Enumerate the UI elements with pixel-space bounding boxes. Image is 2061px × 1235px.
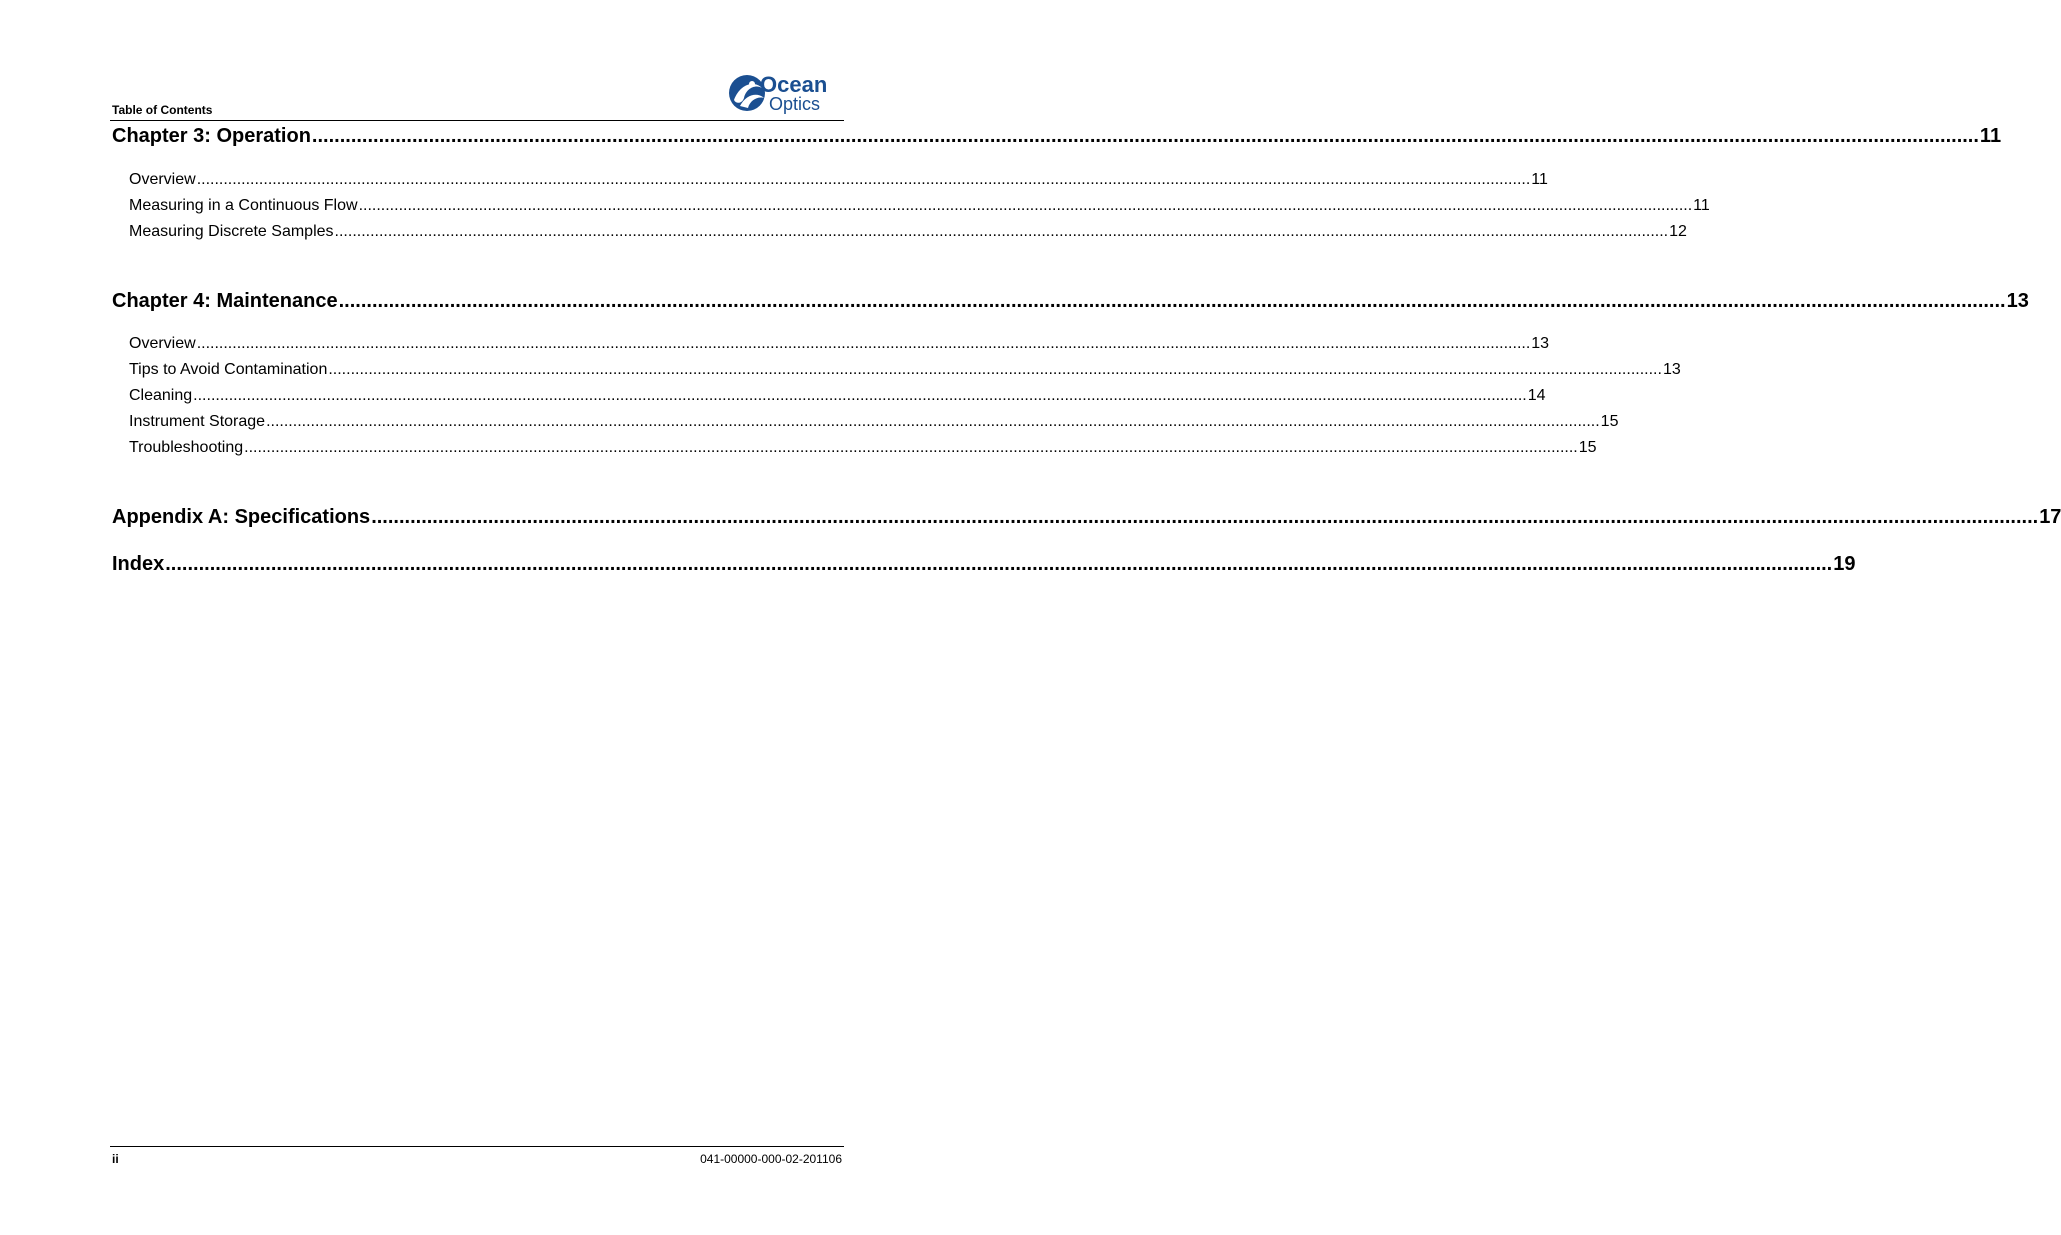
toc-index[interactable] bbox=[112, 552, 1856, 576]
toc-appendix-a[interactable] bbox=[112, 505, 2061, 529]
toc-entry-title: Appendix A: Specifications bbox=[112, 506, 371, 528]
toc-page-number: 13 bbox=[1531, 335, 1550, 352]
toc-leader: ............................................................................................................................................................................................................................................................................................................ bbox=[193, 387, 1527, 404]
toc-leader: ............................................................................................................................................................................................................................................................................................................ bbox=[196, 335, 1531, 352]
footer-doc-number: 041-00000-000-02-201106 bbox=[700, 1152, 842, 1166]
toc-leader: ............................................................................................................................................................................................................................................................................................................ bbox=[338, 290, 2006, 312]
toc-entry-title: Chapter 4: Maintenance bbox=[112, 290, 338, 312]
toc-entry-title: Overview bbox=[129, 171, 196, 188]
toc-leader: ............................................................................................................................................................................................................................................................................................................ bbox=[358, 197, 1693, 214]
toc-entry-title: Index bbox=[112, 553, 165, 575]
footer-rule bbox=[110, 1146, 844, 1147]
toc-leader: ............................................................................................................................................................................................................................................................................................................ bbox=[311, 125, 1979, 147]
toc-section-contamination[interactable] bbox=[129, 360, 1681, 380]
toc-entry-title: Chapter 3: Operation bbox=[112, 125, 311, 147]
toc-page-number: 17 bbox=[2039, 506, 2061, 528]
toc-leader: ............................................................................................................................................................................................................................................................................................................ bbox=[244, 439, 1578, 456]
toc-page-number: 13 bbox=[1662, 361, 1681, 378]
toc-page-number: 19 bbox=[1833, 553, 1856, 575]
toc-page-number: 13 bbox=[2006, 290, 2029, 312]
toc-entry-title: Overview bbox=[129, 335, 196, 352]
footer-page-number: ii bbox=[112, 1152, 119, 1166]
toc-leader: ............................................................................................................................................................................................................................................................................................................ bbox=[371, 506, 2039, 528]
toc-section-cleaning[interactable] bbox=[129, 386, 1546, 406]
toc-entry-title: Troubleshooting bbox=[129, 439, 244, 456]
toc-page-number: 14 bbox=[1527, 387, 1546, 404]
toc-leader: ............................................................................................................................................................................................................................................................................................................ bbox=[165, 553, 1833, 575]
toc-leader: ............................................................................................................................................................................................................................................................................................................ bbox=[328, 361, 1662, 378]
toc-page-number: 11 bbox=[1693, 197, 1710, 214]
toc-entry-title: Cleaning bbox=[129, 387, 193, 404]
ocean-optics-logo bbox=[726, 70, 846, 116]
toc-page-number: 12 bbox=[1669, 223, 1687, 240]
header-rule bbox=[110, 120, 844, 121]
toc-section-overview[interactable] bbox=[129, 170, 1548, 190]
toc-page-number: 15 bbox=[1578, 439, 1597, 456]
toc-leader: ............................................................................................................................................................................................................................................................................................................ bbox=[196, 171, 1531, 188]
toc-chapter-3[interactable] bbox=[112, 124, 2002, 148]
toc-leader: ............................................................................................................................................................................................................................................................................................................ bbox=[266, 413, 1600, 430]
toc-entry-title: Measuring Discrete Samples bbox=[129, 223, 334, 240]
toc-section-troubleshooting[interactable] bbox=[129, 438, 1597, 458]
toc-section-discrete-samples[interactable] bbox=[129, 222, 1687, 242]
toc-entry-title: Instrument Storage bbox=[129, 413, 266, 430]
toc-entry-title: Measuring in a Continuous Flow bbox=[129, 197, 358, 214]
logo-text-ocean: Ocean bbox=[760, 72, 828, 97]
toc-leader: ............................................................................................................................................................................................................................................................................................................ bbox=[334, 223, 1669, 240]
toc-page-number: 11 bbox=[1531, 171, 1548, 188]
toc-chapter-4[interactable] bbox=[112, 289, 2029, 313]
toc-section-continuous-flow[interactable] bbox=[129, 196, 1710, 216]
logo-text-optics: Optics bbox=[769, 94, 821, 114]
toc-section-overview[interactable] bbox=[129, 334, 1550, 354]
running-header: Table of Contents bbox=[112, 103, 213, 117]
toc-entry-title: Tips to Avoid Contamination bbox=[129, 361, 328, 378]
toc-page-number: 15 bbox=[1600, 413, 1619, 430]
toc-section-storage[interactable] bbox=[129, 412, 1619, 432]
toc-page-number: 11 bbox=[1979, 125, 2002, 147]
